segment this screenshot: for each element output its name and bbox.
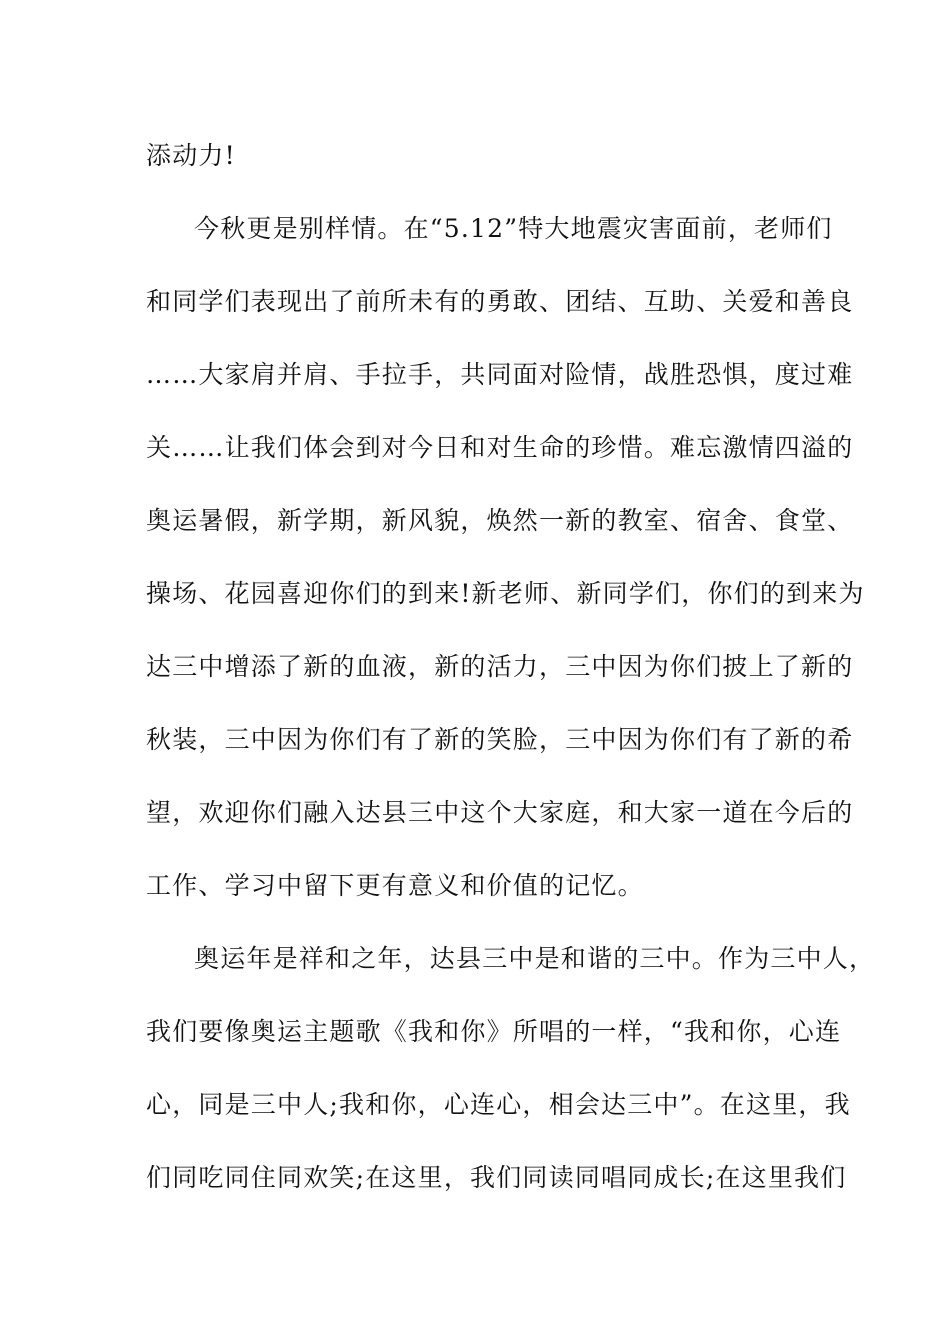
paragraph-1-line-3: ……大家肩并肩、手拉手，共同面对险情，战胜恐惧，度过难 bbox=[146, 360, 854, 389]
paragraph-1-line-5: 奥运暑假，新学期，新风貌，焕然一新的教室、宿舍、食堂、 bbox=[146, 506, 854, 535]
paragraph-1-line-1: 今秋更是别样情。在“5.12”特大地震灾害面前，老师们 bbox=[194, 214, 833, 243]
paragraph-2-line-1: 奥运年是祥和之年，达县三中是和谐的三中。作为三中人， bbox=[194, 944, 876, 973]
paragraph-1-line-7: 达三中增添了新的血液，新的活力，三中因为你们披上了新的 bbox=[146, 652, 854, 681]
paragraph-1-line-6: 操场、花园喜迎你们的到来!新老师、新同学们，你们的到来为 bbox=[146, 579, 865, 608]
paragraph-2-line-2: 我们要像奥运主题歌《我和你》所唱的一样，“我和你，心连 bbox=[146, 1017, 842, 1046]
paragraph-2-line-3: 心，同是三中人;我和你，心连心，相会达三中”。在这里，我 bbox=[146, 1090, 851, 1119]
paragraph-1-line-4: 关……让我们体会到对今日和对生命的珍惜。难忘激情四溢的 bbox=[146, 433, 854, 462]
paragraph-1-line-10: 工作、学习中留下更有意义和价值的记忆。 bbox=[146, 871, 644, 900]
paragraph-1-line-8: 秋装，三中因为你们有了新的笑脸，三中因为你们有了新的希 bbox=[146, 725, 854, 754]
paragraph-2-line-4: 们同吃同住同欢笑;在这里，我们同读同唱同成长;在这里我们 bbox=[146, 1163, 847, 1192]
paragraph-1-line-9: 望，欢迎你们融入达县三中这个大家庭，和大家一道在今后的 bbox=[146, 798, 854, 827]
paragraph-1-line-2: 和同学们表现出了前所未有的勇敢、团结、互助、关爱和善良 bbox=[146, 287, 854, 316]
text-line-1: 添动力! bbox=[146, 141, 236, 170]
